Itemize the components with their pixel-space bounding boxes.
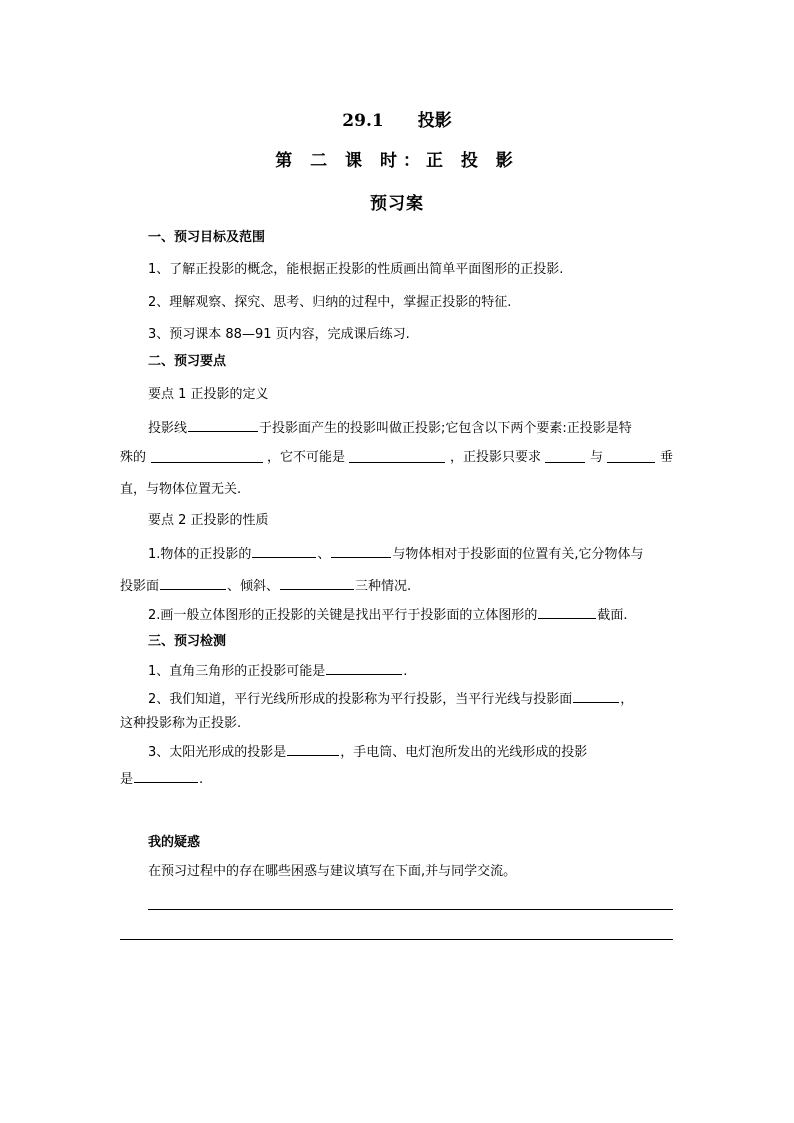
objective-2: 2、理解观察、探究、思考、归纳的过程中，掌握正投影的特征.	[148, 295, 512, 310]
question-2-cont: 这种投影称为正投影.	[120, 716, 242, 731]
writing-line[interactable]	[120, 939, 673, 940]
doubt-text: 在预习过程中的存在哪些困惑与建议填写在下面,并与同学交流。	[148, 864, 517, 879]
point1-title: 要点 1 正投影的定义	[148, 387, 269, 402]
doubt-title: 我的疑惑	[148, 835, 201, 850]
lesson-subtitle: 第 二 课 时：正 投 影	[275, 151, 519, 171]
section1-title: 一、预习目标及范围	[148, 230, 266, 245]
answer-blank[interactable]	[160, 575, 226, 590]
section3-title: 三、预习检测	[148, 634, 227, 649]
question-2: 2、我们知道，平行光线所形成的投影称为平行投影，当平行光线与投影面 ，	[148, 688, 704, 710]
point1-line3: 直，与物体位置无关.	[120, 482, 242, 497]
point2-title: 要点 2 正投影的性质	[148, 513, 269, 528]
answer-blank[interactable]	[538, 604, 596, 619]
point2-line3: 2.画一般立体图形的正投影的关键是找出平行于投影面的立体图形的 截面.	[148, 604, 704, 626]
answer-blank[interactable]	[287, 741, 339, 756]
answer-blank[interactable]	[349, 448, 445, 463]
point2-line2: 投影面 、倾斜、 三种情况.	[120, 575, 676, 597]
answer-blank[interactable]	[331, 543, 391, 558]
objective-1: 1、了解正投影的概念，能根据正投影的性质画出简单平面图形的正投影.	[148, 262, 564, 277]
section2-title: 二、预习要点	[148, 354, 227, 369]
point1-line2: 殊的 ，它不可能是 ，正投影只要求 与 垂	[120, 450, 673, 465]
answer-blank[interactable]	[607, 448, 655, 463]
point1-line1: 投影线 于投影面产生的投影叫做正投影;它包含以下两个要素:正投影是特	[148, 417, 704, 439]
objective-3: 3、预习课本 88—91 页内容，完成课后练习.	[148, 327, 410, 342]
answer-blank[interactable]	[280, 575, 354, 590]
answer-blank[interactable]	[573, 688, 619, 703]
answer-blank[interactable]	[188, 417, 258, 432]
writing-line[interactable]	[148, 909, 673, 910]
section-heading: 预习案	[370, 194, 424, 214]
point2-line1: 1.物体的正投影的 、 与物体相对于投影面的位置有关,它分物体与	[148, 543, 704, 565]
answer-blank[interactable]	[326, 660, 402, 675]
lesson-name: 投影	[417, 111, 452, 131]
answer-blank[interactable]	[134, 768, 198, 783]
lesson-title	[0, 106, 794, 131]
lesson-number: 29.1	[342, 111, 384, 131]
question-3: 3、太阳光形成的投影是 ，手电筒、电灯泡所发出的光线形成的投影	[148, 741, 704, 763]
answer-blank[interactable]	[252, 543, 316, 558]
answer-blank[interactable]	[545, 448, 585, 463]
question-3-cont: 是 .	[120, 768, 676, 790]
answer-blank[interactable]	[151, 448, 263, 463]
question-1: 1、直角三角形的正投影可能是 .	[148, 660, 704, 682]
